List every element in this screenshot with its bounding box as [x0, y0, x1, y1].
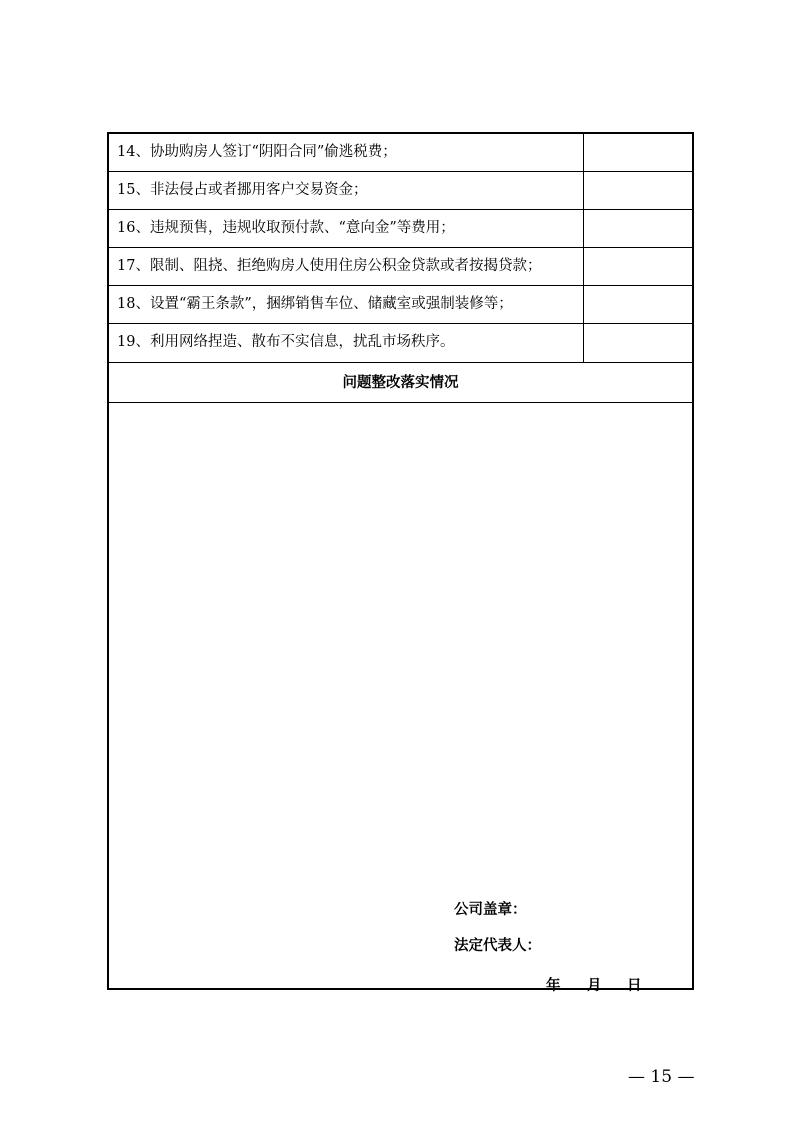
date-day-label: 日: [627, 977, 642, 994]
item-text: 18、设置“霸王条款”，捆绑销售车位、储藏室或强制装修等；: [117, 296, 513, 312]
item-text: 14、协助购房人签订“阴阳合同”偷逃税费；: [117, 144, 397, 160]
check-column-divider: [583, 286, 584, 323]
item-row-17: [109, 248, 692, 286]
check-column-divider: [583, 172, 584, 209]
section-title: 问题整改落实情况: [109, 363, 692, 403]
item-text: 16、违规预售，违规收取预付款、“意向金”等费用；: [117, 220, 455, 236]
check-column-divider: [583, 324, 584, 362]
page-number: — 15 —: [628, 1067, 695, 1087]
company-seal-label: 公司盖章：: [454, 901, 527, 918]
check-column-divider: [583, 210, 584, 247]
date-year-label: 年: [546, 977, 561, 994]
rectification-area: [109, 403, 692, 994]
item-row-18: [109, 286, 692, 324]
item-row-14: [109, 134, 692, 172]
item-row-15: [109, 172, 692, 210]
item-row-16: [109, 210, 692, 248]
check-column-divider: [583, 248, 584, 285]
inspection-table: [107, 132, 694, 994]
item-text: 17、限制、阻挠、拒绝购房人使用住房公积金贷款或者按揭贷款；: [117, 258, 542, 274]
legal-representative-label: 法定代表人：: [454, 937, 541, 954]
item-text: 19、利用网络捏造、散布不实信息，扰乱市场秩序。: [117, 334, 455, 350]
item-row-19: [109, 324, 692, 363]
item-text: 15、非法侵占或者挪用客户交易资金；: [117, 182, 368, 198]
date-month-label: 月: [587, 977, 602, 994]
check-column-divider: [583, 134, 584, 171]
